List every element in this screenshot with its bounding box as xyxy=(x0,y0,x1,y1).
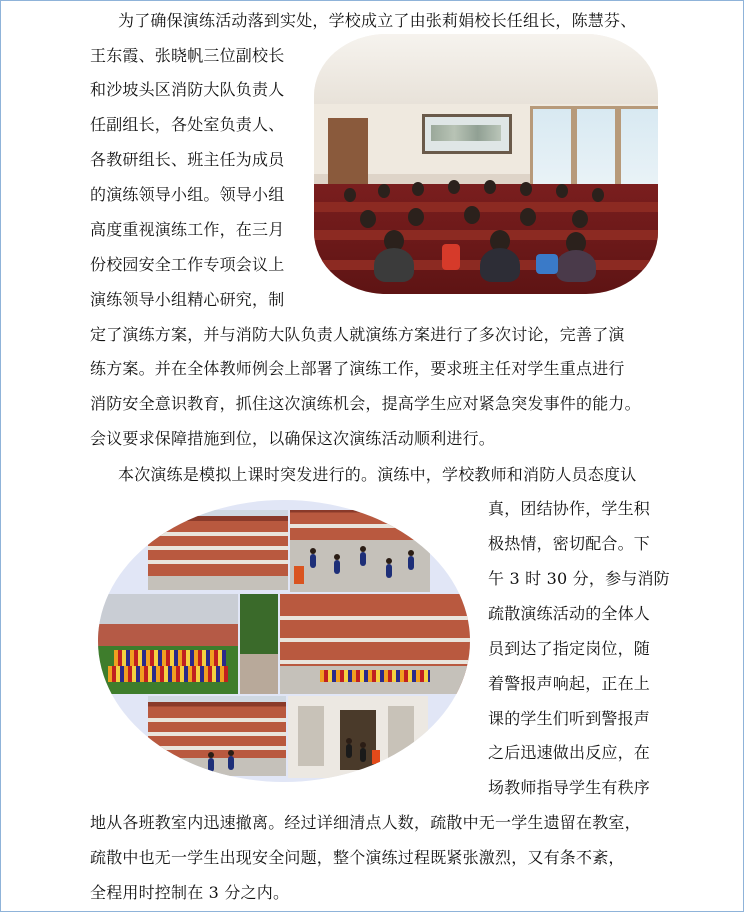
text-line: 着警报声响起，正在上 xyxy=(488,674,651,693)
text-line: 真，团结协作，学生积 xyxy=(488,499,651,518)
text-line: 场教师指导学生有秩序 xyxy=(488,778,651,797)
text-line: 高度重视演练工作，在三月 xyxy=(90,220,285,239)
text-line: 地从各班教室内迅速撤离。经过详细清点人数，疏散中无一学生遗留在教室， xyxy=(90,813,641,832)
text-line: 课的学生们听到警报声 xyxy=(488,709,651,728)
text-line: 任副组长，各处室负责人、 xyxy=(90,115,285,134)
drill-collage xyxy=(98,500,470,782)
text-line: 和沙坡头区消防大队负责人 xyxy=(90,80,285,99)
text-line: 午 3 时 30 分，参与消防 xyxy=(488,569,670,588)
meeting-photo xyxy=(314,34,658,294)
text-line: 疏散演练活动的全体人 xyxy=(488,604,651,623)
text-line: 为了确保演练活动落到实处，学校成立了由张莉娟校长任组长，陈慧芬、 xyxy=(118,11,637,30)
text-line: 疏散中也无一学生出现安全问题，整个演练过程既紧张激烈，又有条不紊， xyxy=(90,848,625,867)
text-line: 练方案。并在全体教师例会上部署了演练工作，要求班主任对学生重点进行 xyxy=(90,359,625,378)
text-line: 会议要求保障措施到位，以确保这次演练活动顺利进行。 xyxy=(90,429,496,448)
text-line: 员到达了指定岗位，随 xyxy=(488,639,651,658)
text-line: 演练领导小组精心研究，制 xyxy=(90,290,285,309)
text-line: 消防安全意识教育，抓住这次演练机会，提高学生应对紧急突发事件的能力。 xyxy=(90,394,641,413)
text-line: 极热情，密切配合。下 xyxy=(488,534,651,553)
text-line: 本次演练是模拟上课时突发进行的。演练中，学校教师和消防人员态度认 xyxy=(118,465,637,484)
text-line: 之后迅速做出反应，在 xyxy=(488,743,651,762)
text-line: 全程用时控制在 3 分之内。 xyxy=(90,883,290,902)
text-line: 各教研组长、班主任为成员 xyxy=(90,150,285,169)
text-line: 王东霞、张晓帆三位副校长 xyxy=(90,46,285,65)
text-line: 定了演练方案，并与消防大队负责人就演练方案进行了多次讨论，完善了演 xyxy=(90,325,625,344)
text-line: 的演练领导小组。领导小组 xyxy=(90,185,285,204)
text-line: 份校园安全工作专项会议上 xyxy=(90,255,285,274)
